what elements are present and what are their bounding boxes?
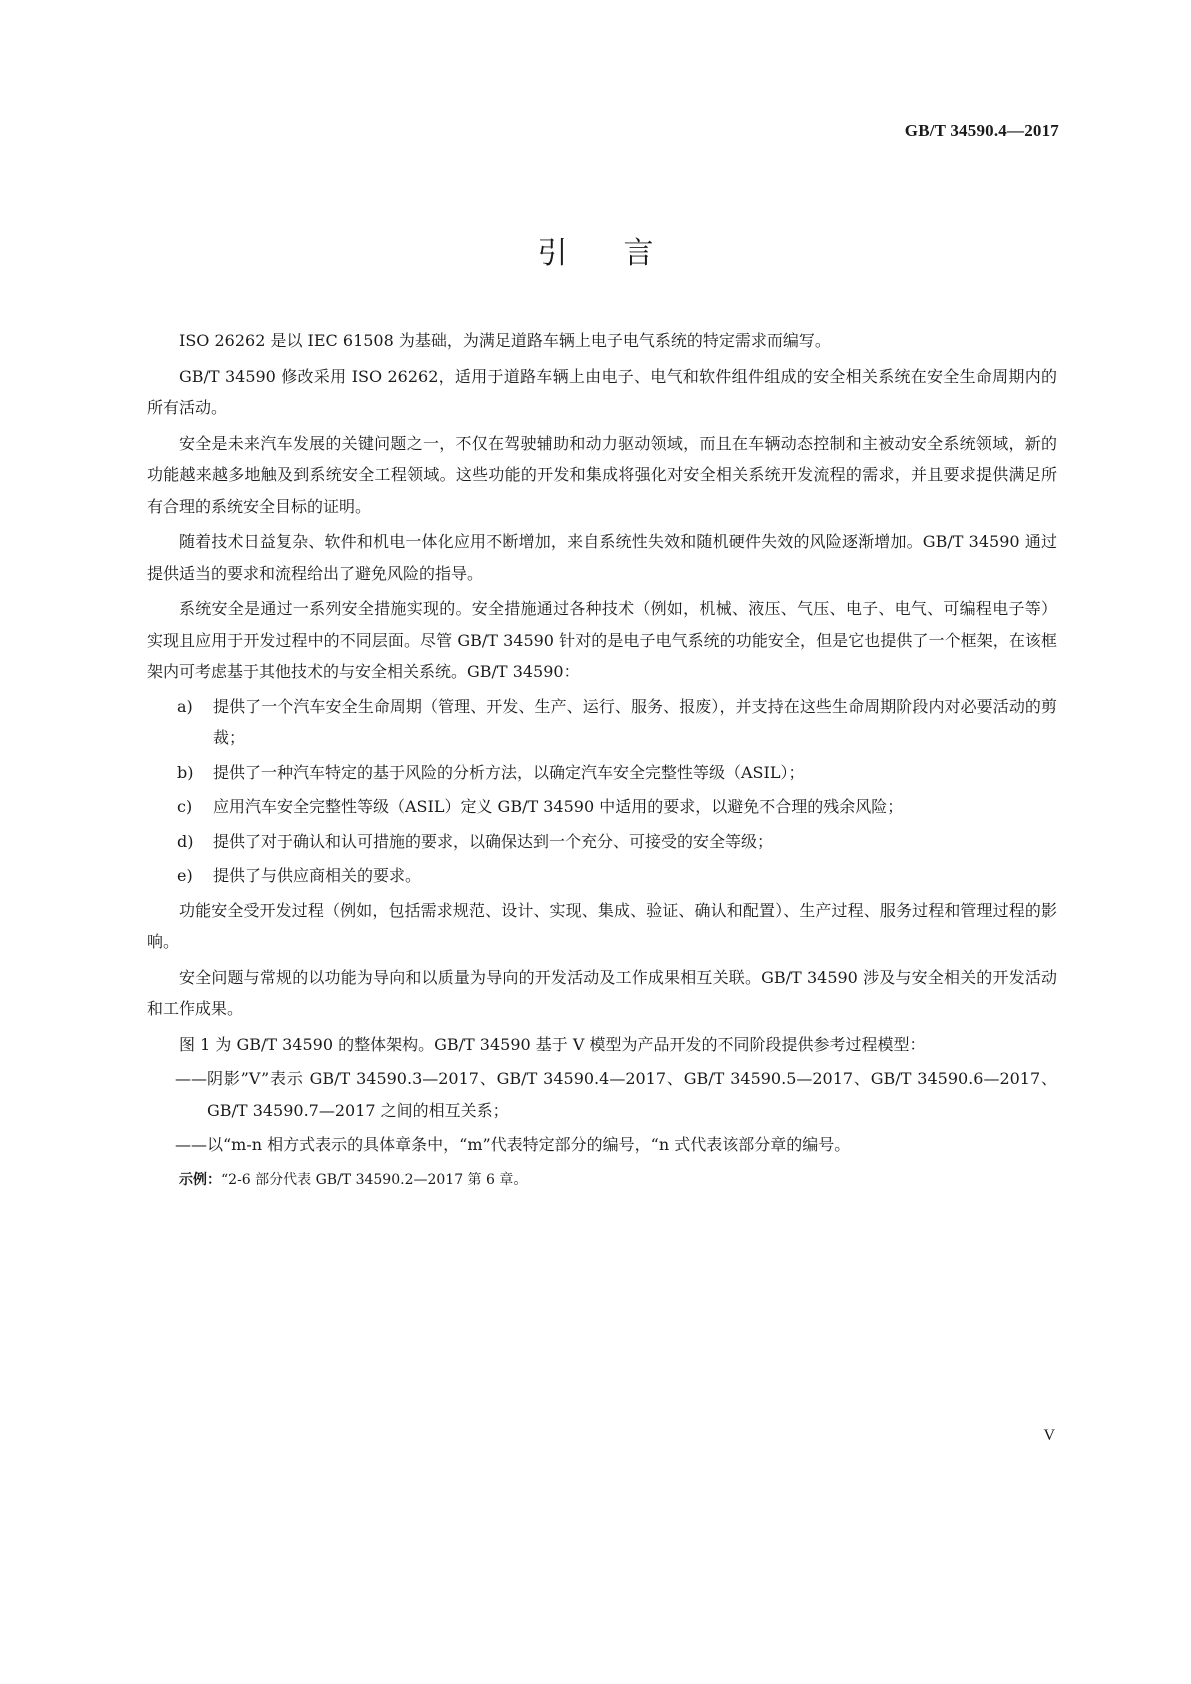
paragraph: 图 1 为 GB/T 34590 的整体架构。GB/T 34590 基于 V 模型为产品开发的不同阶段提供参考过程模型： bbox=[179, 1034, 926, 1054]
example-note bbox=[147, 1165, 1057, 1197]
paragraph: 系统安全是通过一系列安全措施实现的。安全措施通过各种技术（例如，机械、液压、气压、电子、电气、可编程电子等）实现且应用于开发过程中的不同层面。尽管 GB/T 34590 针对的是电子电气系统的功能安全，但是它也提供了一个框架，在该框架内可考虑基于其他技术的与安全相关系统。GB/T 34590： bbox=[147, 599, 1057, 681]
paragraph: 功能安全受开发过程（例如，包括需求规范、设计、实现、集成、验证、确认和配置）、生产过程、服务过程和管理过程的影响。 bbox=[147, 900, 1057, 951]
paragraph: GB/T 34590 修改采用 ISO 26262，适用于道路车辆上由电子、电气和软件组件组成的安全相关系统在安全生命周期内的所有活动。 bbox=[147, 366, 1057, 417]
dash-item bbox=[147, 1063, 1057, 1126]
list-item bbox=[147, 791, 1057, 823]
dash-mark: —— bbox=[175, 1135, 207, 1154]
list-label: d) bbox=[177, 831, 194, 851]
dash-mark: —— bbox=[175, 1069, 207, 1088]
list-text: 提供了一个汽车安全生命周期（管理、开发、生产、运行、服务、报废），并支持在这些生命周期阶段内对必要活动的剪裁； bbox=[213, 696, 1057, 747]
list-label: c) bbox=[177, 797, 193, 816]
list-text: 提供了与供应商相关的要求。 bbox=[213, 866, 422, 885]
list-item bbox=[147, 691, 1057, 754]
dash-item bbox=[147, 1129, 1057, 1161]
list-item bbox=[147, 860, 1057, 892]
list-label: e) bbox=[177, 866, 193, 885]
dash-list bbox=[147, 1063, 1057, 1161]
example-label: 示例： bbox=[179, 1171, 221, 1188]
dash-text: 阴影”V”表示 GB/T 34590.3—2017、GB/T 34590.4—2017、GB/T 34590.5—2017、GB/T 34590.6—2017、GB/T 34590.7—2017 之间的相互关系； bbox=[207, 1069, 1057, 1120]
list-item bbox=[147, 757, 1057, 789]
page-number: V bbox=[1043, 1427, 1055, 1444]
document-body bbox=[147, 325, 1057, 1196]
paragraph: ISO 26262 是以 IEC 61508 为基础，为满足道路车辆上电子电气系统的特定需求而编写。 bbox=[179, 331, 831, 350]
list-item bbox=[147, 826, 1057, 858]
paragraph: 随着技术日益复杂、软件和机电一体化应用不断增加，来自系统性失效和随机硬件失效的风险逐渐增加。GB/T 34590 通过提供适当的要求和流程给出了避免风险的指导。 bbox=[147, 532, 1057, 583]
dash-text: 以“m-n 相方式表示的具体章条中，“m”代表特定部分的编号，“n 式代表该部分章的编号。 bbox=[207, 1135, 851, 1154]
standard-number: GB/T 34590.4—2017 bbox=[904, 121, 1059, 140]
list-text: 提供了一种汽车特定的基于风险的分析方法，以确定汽车安全完整性等级（ASIL）； bbox=[213, 762, 805, 782]
list-label: a) bbox=[177, 696, 193, 716]
page-title: 引言 bbox=[537, 236, 710, 271]
example-text: “2-6 部分代表 GB/T 34590.2—2017 第 6 章。 bbox=[221, 1171, 528, 1188]
list-text: 应用汽车安全完整性等级（ASIL）定义 GB/T 34590 中适用的要求，以避免不合理的残余风险； bbox=[213, 797, 904, 816]
list-label: b) bbox=[177, 762, 194, 782]
paragraph: 安全是未来汽车发展的关键问题之一，不仅在驾驶辅助和动力驱动领域，而且在车辆动态控制和主被动安全系统领域，新的功能越来越多地触及到系统安全工程领域。这些功能的开发和集成将强化对安全相关系统开发流程的需求，并且要求提供满足所有合理的系统安全目标的证明。 bbox=[147, 433, 1057, 516]
paragraph: 安全问题与常规的以功能为导向和以质量为导向的开发活动及工作成果相互关联。GB/T 34590 涉及与安全相关的开发活动和工作成果。 bbox=[147, 967, 1057, 1018]
list-text: 提供了对于确认和认可措施的要求，以确保达到一个充分、可接受的安全等级； bbox=[213, 831, 774, 851]
feature-list bbox=[147, 691, 1057, 892]
